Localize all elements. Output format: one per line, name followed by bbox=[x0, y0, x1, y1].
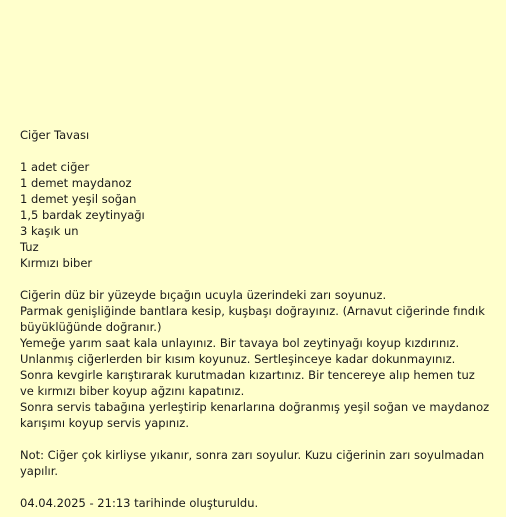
step-paragraph: Sonra servis tabağına yerleştirip kenarlarına doğranmış yeşil soğan ve maydanoz karışımı koyup servis yapınız. bbox=[20, 400, 490, 430]
footnote: Not: Ciğer çok kirliyse yıkanır, sonra zarı soyulur. Kuzu ciğerinin zarı soyulmadan yapılır. bbox=[20, 448, 485, 478]
ingredient-item: 1,5 bardak zeytinyağı bbox=[20, 208, 145, 222]
ingredients-list bbox=[20, 159, 490, 271]
step-paragraph: Ciğerin düz bir yüzeyde bıçağın ucuyla üzerindeki zarı soyunuz. bbox=[20, 288, 387, 302]
spacer bbox=[20, 143, 490, 159]
spacer bbox=[20, 479, 490, 495]
ingredient-item: 3 kaşık un bbox=[20, 224, 79, 238]
note-title: Ciğer Tavası bbox=[20, 128, 90, 142]
spacer bbox=[20, 271, 490, 287]
ingredient-item: Tuz bbox=[20, 240, 39, 254]
steps-list bbox=[20, 287, 490, 431]
ingredient-item: Kırmızı biber bbox=[20, 256, 93, 270]
created-timestamp: 04.04.2025 - 21:13 tarihinde oluşturuldu. bbox=[20, 496, 259, 510]
ingredient-item: 1 adet ciğer bbox=[20, 160, 90, 174]
spacer bbox=[20, 431, 490, 447]
note-content bbox=[20, 127, 490, 511]
ingredient-item: 1 demet yeşil soğan bbox=[20, 192, 137, 206]
step-paragraph: Yemeğe yarım saat kala unlayınız. Bir tavaya bol zeytinyağı koyup kızdırınız. Unlanmış ciğerlerden bir kısım koyunuz. Sertleşinceye kadar dokunmayınız. Sonra kevgirle karıştırarak kurutmadan kızartınız. Bir tencereye alıp hemen tuz ve kırmızı biber koyup ağzını kapatınız. bbox=[20, 336, 475, 398]
ingredient-item: 1 demet maydanoz bbox=[20, 176, 132, 190]
step-paragraph: Parmak genişliğinde bantlara kesip, kuşbaşı doğrayınız. (Arnavut ciğerinde fındık büyüklüğünde doğranır.) bbox=[20, 304, 485, 334]
